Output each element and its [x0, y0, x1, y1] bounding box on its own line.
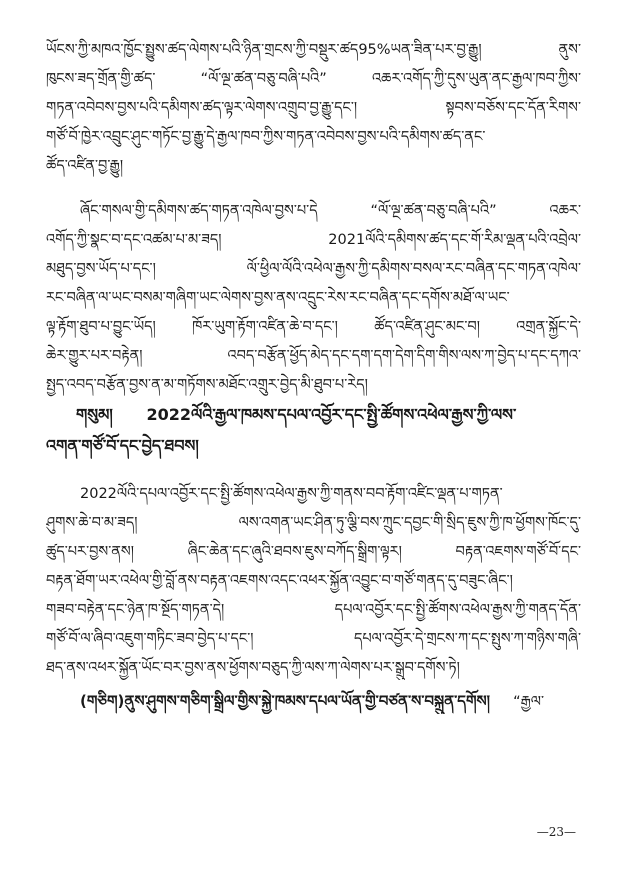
paragraph-3-line-2: ཤུགས་ཆེ་བ་མ་ཟད། ལས་འགན་ཡང་ཤིན་ཏུ་ལྕི་བས་ཀྲུང་དབྱང་གི་སྲིད་ཇུས་ཀྱི་ཁ་ཕྱོགས་ཁོང་དུ་	[46, 515, 581, 531]
paragraph-1-line-1: ཡོངས་ཀྱི་མཁའ་ཁྱོང་སྤྱུས་ཚད་ལེགས་པའི་ཉིན་གྲངས་ཀྱི་བསྡུར་ཚད95%ཡན་ཟིན་པར་བྱ་རྒྱུ། ནུས་	[46, 42, 581, 58]
paragraph-3-line-3: ཚུད་པར་བྱས་ནས། ཞིང་ཆེན་དང་ཞུའི་ཐབས་ཇུས་བཀོད་སྒྲིག་ལྟར། བརྟན་འཇགས་གཙོ་བོ་དང་	[46, 544, 581, 560]
paragraph-2-line-2: འགོད་ཀྱི་སྣང་བ་དང་འཚམ་པ་མ་ཟད། 2021ལོའི་དམིགས་ཚད་དང་གོ་རིམ་ལྡན་པའི་འབྲེལ་	[46, 232, 581, 248]
section-title-line-1: 2022ལོའི་རྒྱལ་ཁམས་དཔལ་འབྱོར་དང་སྤྱི་ཚོགས་འཕེལ་རྒྱས་ཀྱི་ལས་	[146, 405, 517, 424]
paragraph-1-line-2: ཁུངས་ཟད་གྲོན་གྱི་ཚད་ “ལོ་ལྔ་ཚན་བཅུ་བཞི་པའི” འཆར་འགོད་ཀྱི་དུས་ཡུན་ནང་རྒྱལ་ཁབ་ཀྱིས་	[46, 71, 581, 87]
section-heading	[76, 402, 581, 428]
paragraph-3-line-4: བརྟན་ཐོག་ཡར་འཕེལ་གྱི་བློ་ནས་བརྟན་འཇགས་འདང་འཕར་སྐྱོན་འབྱུང་བ་གཙོ་གནད་དུ་བཟུང་ཞིང་།	[46, 573, 513, 589]
paragraph-3-line-6: གཙོ་བོ་ལ་ཞིབ་འཇུག་གཏིང་ཟབ་བྱེད་པ་དང་། དཔལ་འབྱོར་དེ་གྲངས་ཀ་དང་སྤུས་ཀ་གཉིས་གཞི་	[46, 631, 581, 647]
paragraph-2-line-5: ལྟ་རྟོག་ཐུབ་པ་བྱུང་ཡོད། ཁོར་ཡུག་རྟོག་འཛིན་ཆེ་བ་དང་། ཚོད་འཛིན་ཤུང་མང་བ། འགྲན་སྐྱོང་དེ་	[46, 319, 581, 335]
page-number: —23—	[536, 825, 576, 839]
subheading-one	[80, 688, 581, 714]
section-number: གསུམ།	[76, 405, 113, 424]
paragraph-2-line-3: མཐུད་བྱས་ཡོད་པ་དང་། ལོ་ཕྱིལ་ལོའི་འཕེལ་རྒྱས་ཀྱི་དམིགས་བསལ་རང་བཞིན་དང་གཏན་འཁེལ་	[46, 261, 581, 277]
paragraph-1-line-3: གཏན་འབེབས་བྱས་པའི་དམིགས་ཚད་ལྟར་ལེགས་འགྲུབ་བྱ་རྒྱུ་དང་། སྟབས་བཅོས་དང་དོན་རིགས་	[46, 100, 581, 116]
section-title-line-2: འགན་གཙོ་བོ་དང་བྱེད་ཐབས།	[46, 436, 199, 455]
paragraph-1-line-5: ཚོད་འཛིན་བྱ་རྒྱུ།	[46, 158, 124, 174]
paragraph-3-line-7: ཐད་ནས་འཕར་སྐྱོན་ཡོང་བར་བྱས་ནས་ཕྱོགས་བཅུད་ཀྱི་ལས་ཀ་ལེགས་པར་སྒྲུབ་དགོས་ཏེ།	[46, 660, 460, 676]
paragraph-1-line-4: གཙོ་བོ་ཁྱེར་འབྲུང་ཤུང་གཏོང་བྱ་རྒྱུ་དེ་རྒྱལ་ཁབ་ཀྱིས་གཏན་འབེབས་བྱས་པའི་དམིགས་ཚད་ནང་	[46, 129, 486, 145]
paragraph-2-line-4: རང་བཞིན་ལ་ཡང་བསམ་གཞིག་ཡང་ལེགས་བྱས་ནས་འདྲུང་རེས་རང་བཞིན་དང་དགོས་མཐོ་ལ་ཡང་	[46, 290, 510, 306]
paragraph-2-line-7: སྤྱད་འབད་བརྩོན་བྱས་ན་མ་གཏོགས་མཐོང་འགྲུར་བྱེད་མི་ཐུབ་པ་རེད།	[46, 377, 368, 393]
paragraph-2-line-6: ཆེར་གྱུར་པར་བརྟེན། འབད་བརྩོན་ཕྱོད་མེད་དང་དག་དག་དེག་དིག་གིས་ལས་ཀ་བྱེད་པ་དང་དཀའ་	[46, 348, 581, 364]
paragraph-3-line-1: 2022ལོའི་དཔལ་འབྱོར་དང་སྤྱི་ཚོགས་འཕེལ་རྒྱས་ཀྱི་གནས་བབ་རྟོག་འཛིང་ལྡན་པ་གཏན་	[80, 486, 503, 502]
paragraph-3-line-5: གཟབ་བརྟེན་དང་ཉེན་ཁ་སྔོད་གཏན་དེ། དཔལ་འབྱོར་དང་སྤྱི་ཚོགས་འཕེལ་རྒྱས་ཀྱི་གནད་དོན་	[46, 602, 581, 618]
subheading-one-title: (གཅིག)ནུས་ཤུགས་གཅིག་སྒྲིལ་གྱིས་སྐྱེ་ཁམས་དཔལ་ཡོན་གྱི་བཙན་ས་བསྐྲུན་དགོས།	[80, 692, 490, 710]
paragraph-2-line-1: ཞོང་གསལ་གྱི་དམིགས་ཚད་གཏན་འཁེལ་བྱས་པ་དེ “ལོ་ལྔ་ཚན་བཅུ་བཞི་པའི” འཆར་	[80, 203, 581, 219]
subheading-one-continuation: “རྒྱལ་	[513, 694, 545, 710]
